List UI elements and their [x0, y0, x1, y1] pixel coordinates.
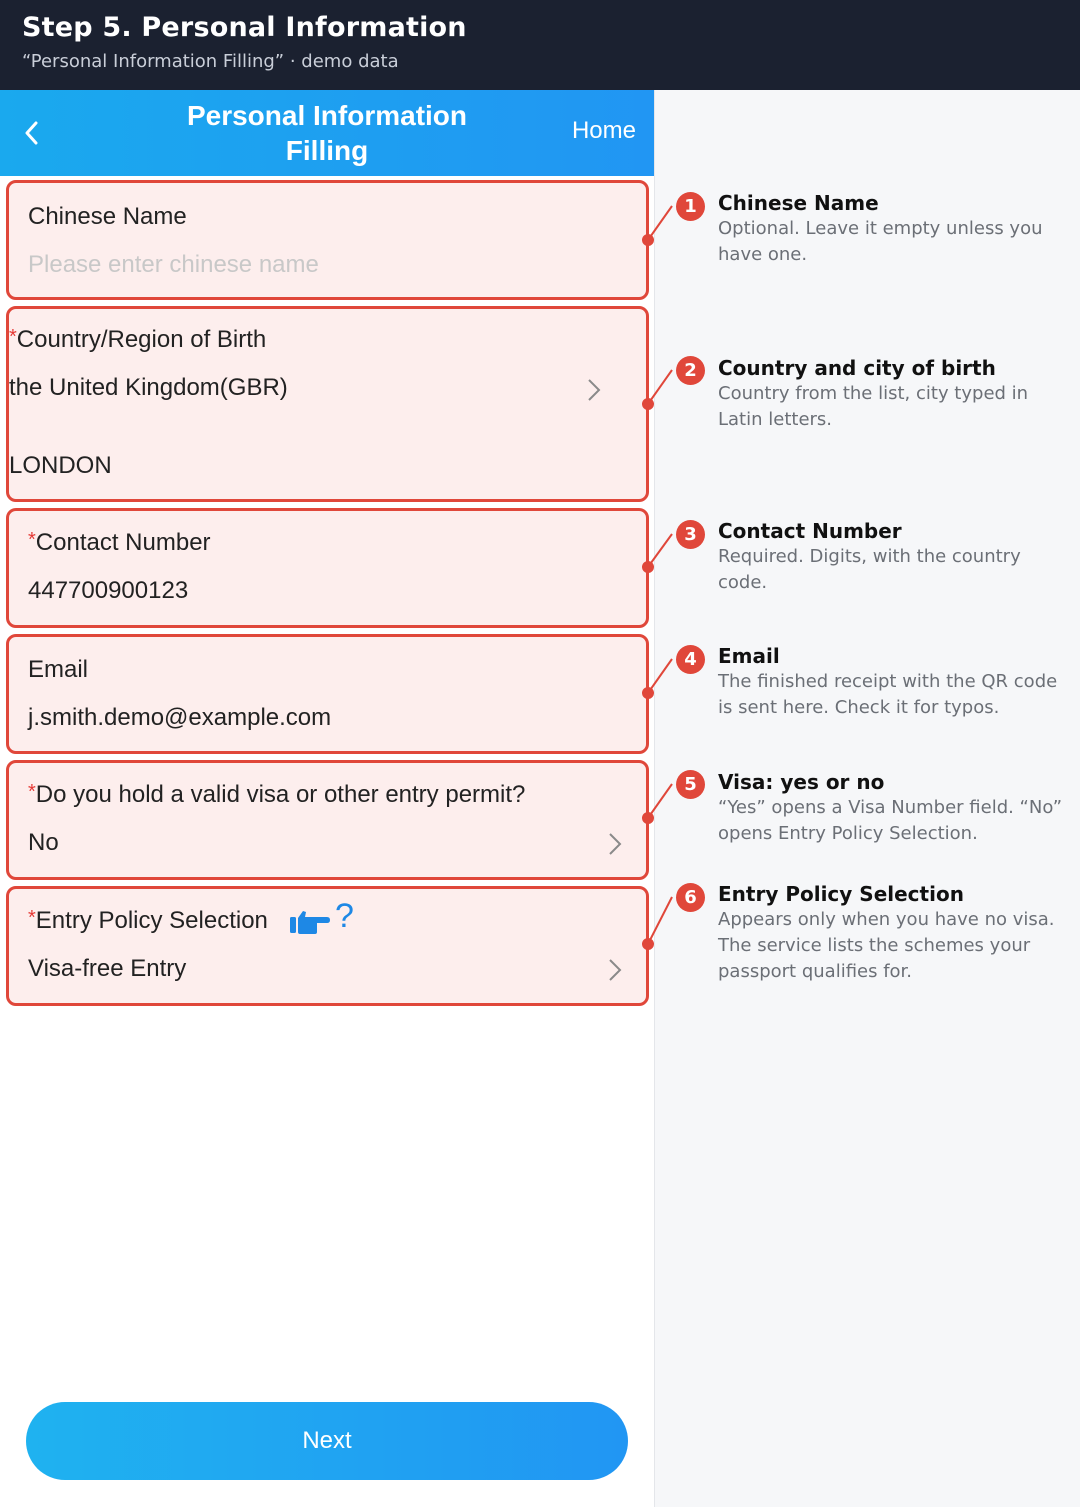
chinese-name-label: Chinese Name: [28, 203, 187, 230]
annotation-badge: 5: [676, 770, 705, 799]
annotation-text: “Yes” opens a Visa Number field. “No”: [718, 797, 1063, 818]
birth-place-label: [9, 326, 266, 354]
required-mark: *: [28, 907, 36, 929]
pointing-hand-icon[interactable]: [289, 907, 331, 935]
annotation-text: The finished receipt with the QR code: [718, 671, 1058, 692]
annotation-badge: 2: [676, 356, 705, 385]
annotation-item: [718, 769, 1070, 847]
birth-city-input[interactable]: LONDON: [9, 452, 112, 479]
annotation-text: The service lists the schemes your: [718, 935, 1031, 956]
page-title-line2: Filling: [285, 135, 369, 166]
phone-screen: [0, 90, 654, 1507]
annotation-title: Visa: yes or no: [718, 770, 885, 794]
next-button[interactable]: Next: [26, 1402, 628, 1480]
annotation-badge: 6: [676, 883, 705, 912]
annotation-text: Required. Digits, with the country: [718, 546, 1021, 567]
required-mark: *: [28, 529, 36, 551]
chevron-left-icon[interactable]: [20, 118, 46, 148]
visa-field[interactable]: [6, 760, 649, 880]
birth-place-field[interactable]: [6, 306, 649, 502]
email-field[interactable]: [6, 634, 649, 754]
chevron-right-icon: [608, 958, 622, 982]
annotation-title: Contact Number: [718, 519, 902, 543]
visa-label-text: Do you hold a valid visa or other entry permit?: [35, 781, 526, 808]
annotation-text: code.: [718, 572, 768, 593]
annotation-item: [718, 518, 1068, 596]
contact-number-label-text: Contact Number: [35, 529, 211, 556]
contact-number-label: [28, 529, 211, 557]
help-question-icon[interactable]: ?: [335, 897, 354, 935]
chinese-name-input[interactable]: Please enter chinese name: [28, 251, 319, 278]
tutorial-banner: [0, 0, 1080, 90]
annotation-badge: 1: [676, 192, 705, 221]
visa-label: [28, 781, 525, 809]
annotation-item: [718, 881, 1068, 985]
entry-policy-label: [28, 907, 268, 935]
annotation-title: Email: [718, 644, 780, 668]
visa-select[interactable]: No: [28, 829, 59, 856]
annotation-title: Chinese Name: [718, 191, 879, 215]
chevron-right-icon: [608, 832, 622, 856]
annotation-text: Optional. Leave it empty unless you: [718, 218, 1043, 239]
annotation-item: [718, 190, 1068, 268]
entry-policy-field[interactable]: [6, 886, 649, 1006]
required-mark: *: [28, 781, 36, 803]
annotation-item: [718, 355, 1068, 433]
banner-title: Step 5. Personal Information: [22, 12, 467, 43]
annotation-badge: 4: [676, 645, 705, 674]
email-input[interactable]: j.smith.demo@example.com: [28, 704, 332, 731]
contact-number-input[interactable]: 447700900123: [28, 577, 189, 604]
annotation-badge: 3: [676, 520, 705, 549]
entry-policy-label-text: Entry Policy Selection: [35, 907, 268, 934]
annotation-text: Latin letters.: [718, 409, 833, 430]
annotation-item: [718, 643, 1068, 721]
page-title-line1: Personal Information: [186, 100, 468, 131]
required-mark: *: [9, 326, 17, 348]
annotation-text: Appears only when you have no visa.: [718, 909, 1055, 930]
birth-country-select[interactable]: the United Kingdom(GBR): [9, 374, 288, 401]
annotation-title: Entry Policy Selection: [718, 882, 964, 906]
banner-subtitle: “Personal Information Filling” · demo data: [22, 51, 399, 72]
home-link[interactable]: Home: [571, 117, 636, 144]
annotation-title: Country and city of birth: [718, 356, 996, 380]
nav-bar: [0, 90, 654, 176]
annotation-text: passport qualifies for.: [718, 961, 913, 982]
chevron-right-icon: [587, 378, 601, 402]
chinese-name-field[interactable]: [6, 180, 649, 300]
annotation-text: is sent here. Check it for typos.: [718, 697, 1000, 718]
page-title: [150, 98, 504, 168]
contact-number-field[interactable]: [6, 508, 649, 628]
entry-policy-select[interactable]: Visa-free Entry: [28, 955, 187, 982]
birth-place-label-text: Country/Region of Birth: [16, 326, 267, 353]
annotation-text: opens Entry Policy Selection.: [718, 823, 978, 844]
email-label: Email: [28, 656, 89, 683]
annotation-text: Country from the list, city typed in: [718, 383, 1029, 404]
annotation-text: have one.: [718, 244, 808, 265]
